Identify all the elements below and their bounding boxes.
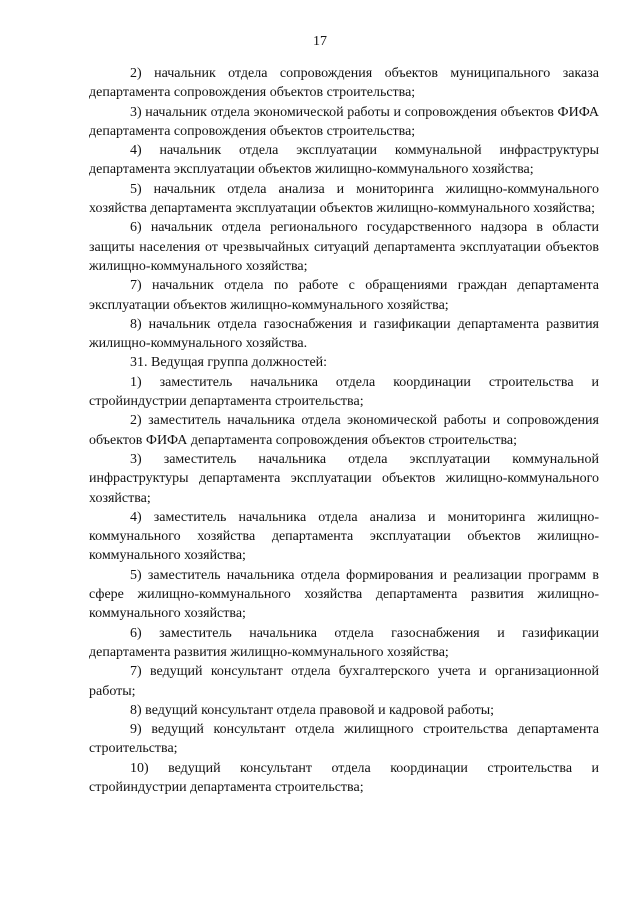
list-item-head-8: 8) начальник отдела газоснабжения и газификации департамента развития жилищно-коммунального хозяйства.	[89, 316, 599, 352]
list-item-lead-2: 2) заместитель начальника отдела экономической работы и сопровождения объектов ФИФА департамента сопровождения объектов строительства;	[89, 413, 599, 448]
page-number: 17	[313, 34, 327, 49]
section-heading-31: 31. Ведущая группа должностей:	[130, 355, 328, 371]
list-item-lead-4: 4) заместитель начальника отдела анализа и мониторинга жилищно-коммунального хозяйства департамента эксплуатации объектов жилищно-коммунального хозяйства;	[89, 509, 599, 564]
list-item-head-2: 2) начальник отдела сопровождения объектов муниципального заказа департамента сопровождения объектов строительства;	[89, 66, 599, 101]
list-item-head-7: 7) начальник отдела по работе с обращениями граждан департамента эксплуатации объектов жилищно-коммунального хозяйства;	[89, 278, 599, 313]
list-item-lead-10: 10) ведущий консультант отдела координации строительства и стройиндустрии департамента строительства;	[89, 760, 599, 795]
list-item-lead-5: 5) заместитель начальника отдела формирования и реализации программ в сфере жилищно-коммунального хозяйства департамента развития жилищно-коммунального хозяйства;	[89, 567, 599, 622]
list-item-head-6: 6) начальник отдела регионального государственного надзора в области защиты населения от чрезвычайных ситуаций департамента эксплуатации объектов жилищно-коммунального хозяйства;	[89, 220, 599, 274]
list-item-head-4: 4) начальник отдела эксплуатации коммунальной инфраструктуры департамента эксплуатации объектов жилищно-коммунального хозяйства;	[89, 143, 599, 178]
document-body	[89, 64, 599, 797]
list-item-lead-3: 3) заместитель начальника отдела эксплуатации коммунальной инфраструктуры департамента эксплуатации объектов жилищно-коммунального хозяйства;	[89, 451, 599, 506]
list-item-lead-1: 1) заместитель начальника отдела координации строительства и стройиндустрии департамента строительства;	[89, 374, 599, 410]
list-item-head-3: 3) начальник отдела экономической работы и сопровождения объектов ФИФА департамента сопровождения объектов строительства;	[89, 104, 599, 139]
list-item-lead-7: 7) ведущий консультант отдела бухгалтерского учета и организационной работы;	[89, 664, 599, 699]
list-item-lead-8: 8) ведущий консультант отдела правовой и кадровой работы;	[130, 702, 495, 718]
list-item-lead-9: 9) ведущий консультант отдела жилищного строительства департамента строительства;	[89, 722, 599, 757]
list-item-lead-6: 6) заместитель начальника отдела газоснабжения и газификации департамента развития жилищно-коммунального хозяйства;	[89, 625, 599, 660]
list-item-head-5: 5) начальник отдела анализа и мониторинга жилищно-коммунального хозяйства департамента эксплуатации объектов жилищно-коммунального хозяйства;	[89, 181, 599, 217]
